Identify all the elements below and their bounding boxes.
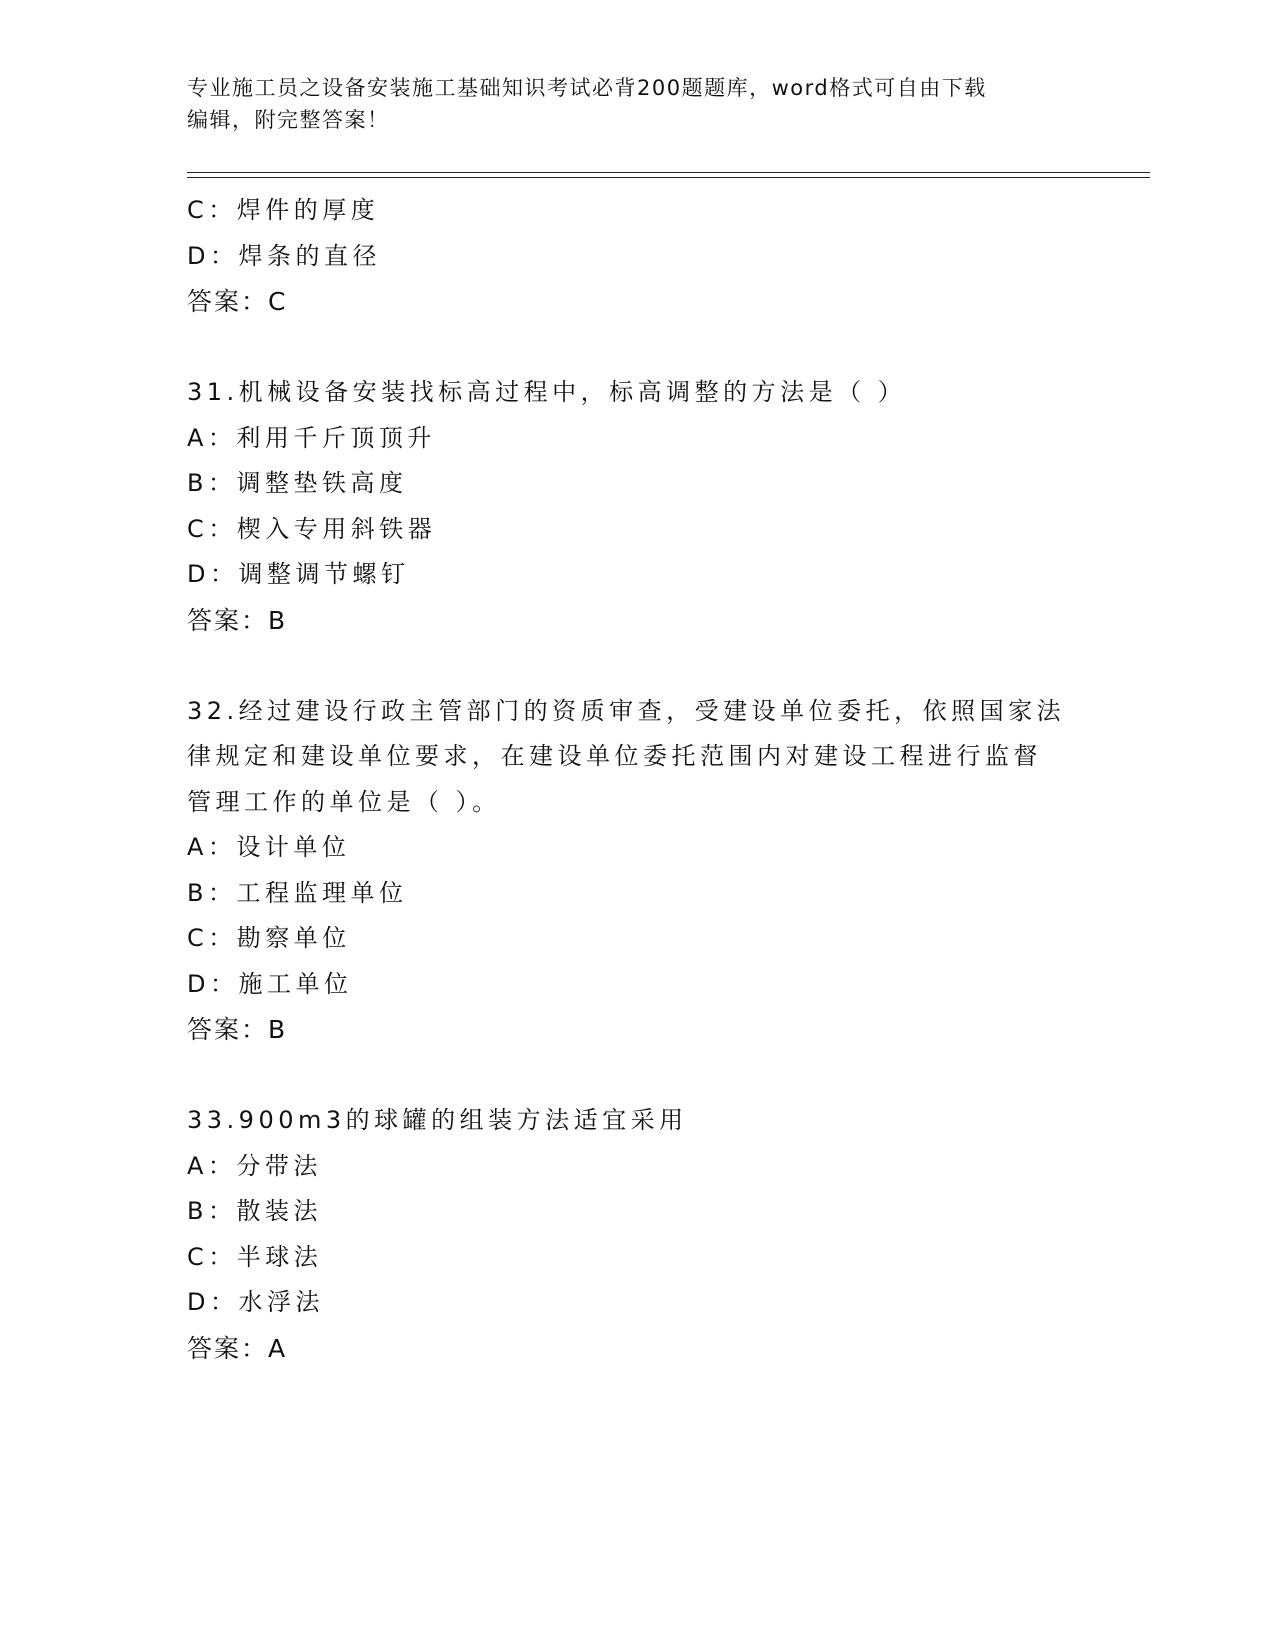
option-b: B：调整垫铁高度: [187, 469, 408, 497]
option-b: B：散装法: [187, 1197, 322, 1225]
question-text: 33.900m3的球罐的组装方法适宜采用: [187, 1106, 688, 1134]
carryover-question: [187, 188, 1087, 325]
option-c: C：半球法: [187, 1242, 323, 1271]
answer: 答案：A: [187, 1333, 288, 1363]
answer: 答案：B: [187, 1015, 288, 1044]
option-c: C：楔入专用斜铁器: [187, 514, 437, 543]
question-32: [187, 689, 1087, 1053]
question-text: 律规定和建设单位要求，在建设单位委托范围内对建设工程进行监督: [187, 742, 1042, 770]
option-d: D：调整调节螺钉: [187, 560, 410, 588]
option-a: A：设计单位: [187, 833, 351, 861]
question-text: 管理工作的单位是（ ）。: [187, 787, 501, 816]
answer: 答案：B: [187, 605, 288, 635]
option-a: A：利用千斤顶顶升: [187, 423, 436, 452]
option-a: A：分带法: [187, 1151, 322, 1180]
option-d: D：焊条的直径: [187, 241, 381, 270]
option-d: D：水浮法: [187, 1288, 324, 1316]
question-text: 31.机械设备安装找标高过程中，标高调整的方法是（ ）: [187, 378, 907, 406]
spacer: [187, 325, 1087, 371]
option-b: B：工程监理单位: [187, 878, 408, 907]
question-text: 32.经过建设行政主管部门的资质审查，受建设单位委托，依照国家法: [187, 696, 1066, 725]
header-rule-top: [187, 172, 1150, 173]
question-31: [187, 370, 1087, 643]
header-line-2: 编辑，附完整答案！: [187, 108, 390, 132]
question-list: [187, 188, 1087, 1371]
answer: 答案：C: [187, 287, 288, 316]
option-c: C：勘察单位: [187, 924, 351, 952]
question-33: [187, 1098, 1087, 1371]
header-line-1: 专业施工员之设备安装施工基础知识考试必背200题题库，word格式可自由下载: [187, 76, 987, 100]
document-header: [187, 72, 1087, 136]
header-rule-bottom: [187, 177, 1150, 178]
spacer: [187, 643, 1087, 689]
option-c: C：焊件的厚度: [187, 196, 380, 224]
spacer: [187, 1053, 1087, 1099]
option-d: D：施工单位: [187, 969, 353, 998]
